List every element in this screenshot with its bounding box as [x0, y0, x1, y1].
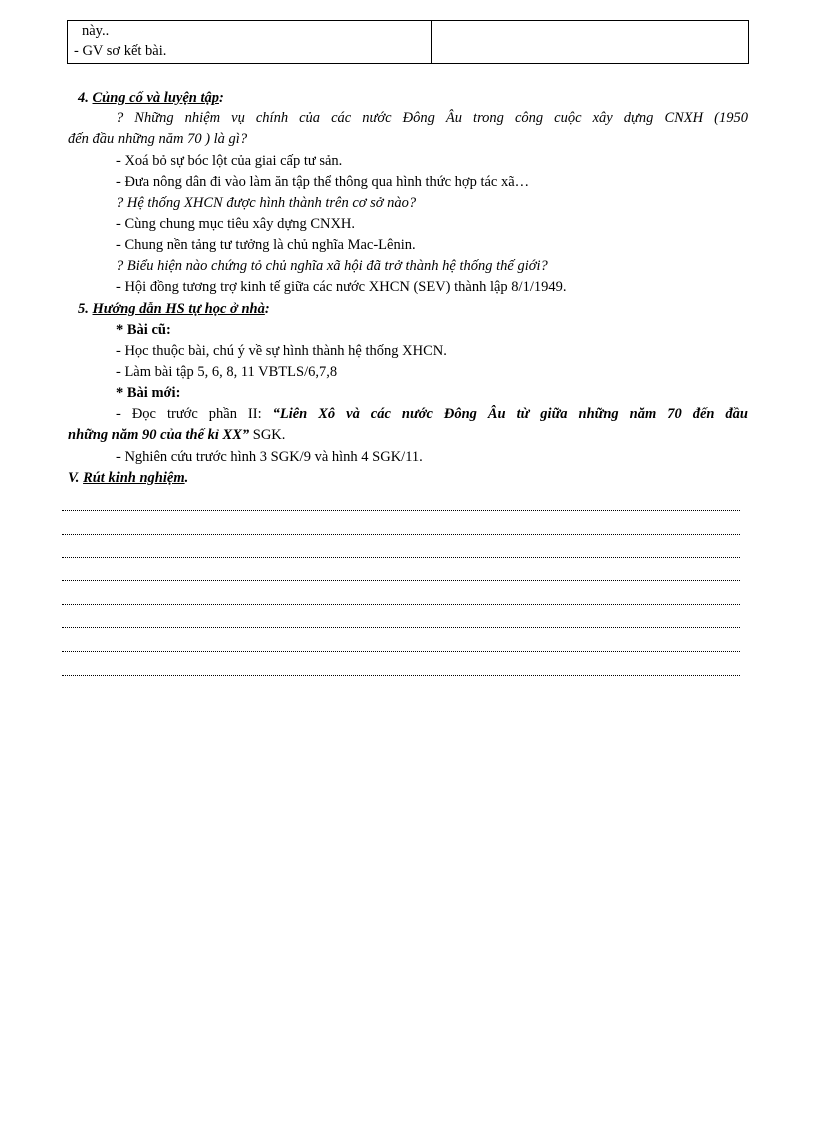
table-text-line: - GV sơ kết bài. [74, 43, 167, 59]
answer-1-item: - Đưa nông dân đi vào làm ăn tập thể thông qua hình thức hợp tác xã… [116, 174, 530, 190]
section-5-number: 5. [78, 301, 89, 317]
section-4-heading [78, 88, 224, 108]
new-lesson-item-1-cont [68, 425, 285, 445]
new-lesson-prefix: - Đọc trước phần II: [116, 406, 273, 422]
old-lesson-heading: * Bài cũ: [116, 322, 171, 338]
new-lesson-item-2: - Nghiên cứu trước hình 3 SGK/9 và hình 4 SGK/11. [116, 449, 423, 465]
dotted-writing-line [62, 675, 740, 676]
table-cell-left [68, 21, 432, 64]
new-lesson-suffix: SGK. [249, 427, 286, 443]
activity-table [67, 20, 749, 64]
section-5-title: Hướng dẫn HS tự học ở nhà [92, 301, 265, 317]
dotted-writing-line [62, 534, 740, 535]
old-lesson-item: - Làm bài tập 5, 6, 8, 11 VBTLS/6,7,8 [116, 364, 338, 380]
section-v-heading [68, 468, 188, 488]
dotted-writing-line [62, 557, 740, 558]
new-lesson-title: “Liên Xô và các nước Đông Âu từ giữa những năm 70 đến đầu [272, 406, 748, 422]
old-lesson-item: - Học thuộc bài, chú ý về sự hình thành hệ thống XHCN. [116, 343, 447, 359]
section-4-number: 4. [78, 90, 89, 106]
new-lesson-title-cont: những năm 90 của thế kỉ XX” [68, 427, 250, 443]
section-5-colon: : [264, 301, 270, 317]
question-3: ? Biểu hiện nào chứng tỏ chủ nghĩa xã hội đã trở thành hệ thống thế giới? [116, 258, 548, 274]
dotted-writing-line [62, 510, 740, 511]
answer-2-item: - Chung nền tảng tư tưởng là chủ nghĩa Mac-Lênin. [116, 237, 416, 253]
dotted-writing-line [62, 651, 740, 652]
section-5-heading [78, 299, 270, 319]
table-cell-right [432, 21, 749, 64]
section-v-period: . [184, 470, 189, 486]
section-4-colon: : [218, 90, 224, 106]
section-4-title: Củng cố và luyện tập [92, 90, 219, 106]
section-v-number: V. [68, 470, 80, 486]
answer-3-item: - Hội đồng tương trợ kinh tế giữa các nước XHCN (SEV) thành lập 8/1/1949. [116, 279, 567, 295]
question-2: ? Hệ thống XHCN được hình thành trên cơ sở nào? [116, 195, 417, 211]
dotted-writing-line [62, 604, 740, 605]
dotted-writing-line [62, 580, 740, 581]
table-text-line: này.. [82, 23, 110, 39]
question-1-line-2: đến đầu những năm 70 ) là gì? [68, 131, 248, 147]
dotted-writing-line [62, 627, 740, 628]
new-lesson-heading: * Bài mới: [116, 385, 181, 401]
section-v-title: Rút kinh nghiệm [83, 470, 185, 486]
answer-2-item: - Cùng chung mục tiêu xây dựng CNXH. [116, 216, 356, 232]
new-lesson-item-1 [68, 404, 748, 424]
answer-1-item: - Xoá bỏ sự bóc lột của giai cấp tư sản. [116, 153, 343, 169]
question-1-line-1: ? Những nhiệm vụ chính của các nước Đông Âu trong công cuộc xây dựng CNXH (1950 [116, 110, 748, 126]
